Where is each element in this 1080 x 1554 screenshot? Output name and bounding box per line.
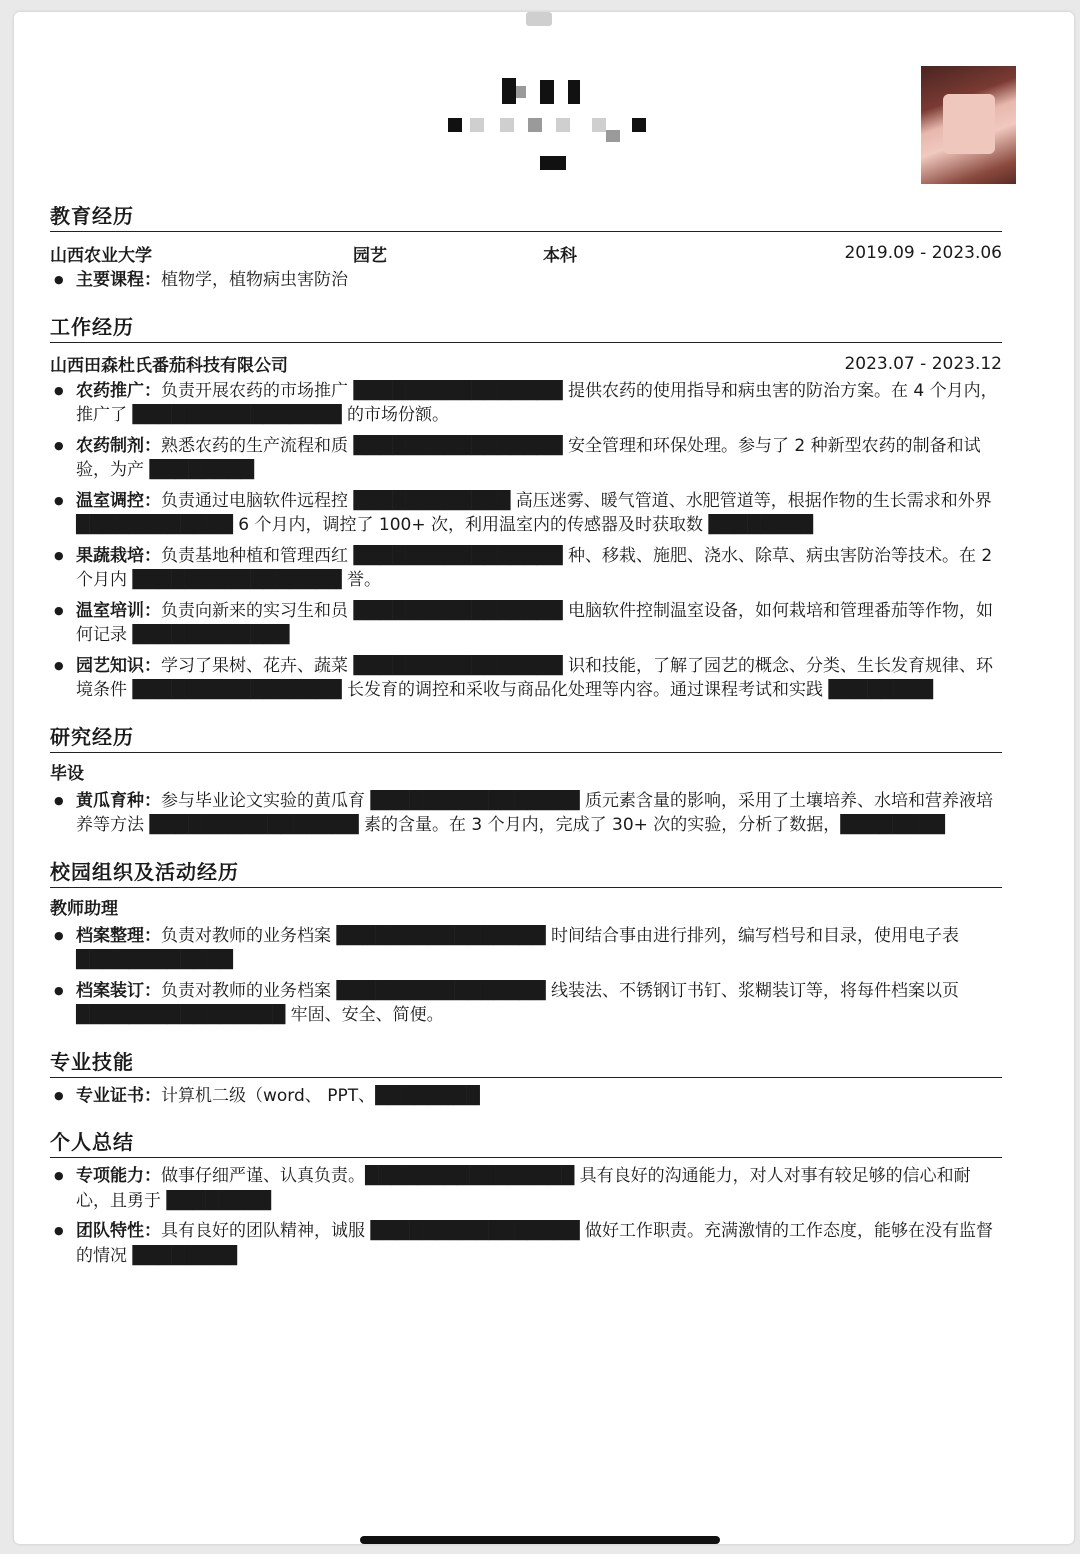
- item-text: 具有良好的团队精神，诚服 ████████████████ 做好工作职责。充满激情的工作态度，能够在没有监督的情况 ████████: [76, 1221, 993, 1266]
- item-text: 负责向新来的实习生和员 ████████████████ 电脑软件控制温室设备，如何栽培和管理番茄等作物，如何记录 ████████████: [76, 600, 993, 645]
- section-title: 教育经历: [50, 200, 1002, 232]
- list-item: [50, 599, 1002, 648]
- item-label: 主要课程：: [76, 270, 161, 290]
- item-label: 档案装订：: [76, 980, 161, 1001]
- section-title: 工作经历: [50, 311, 1002, 343]
- list-item: [50, 544, 1002, 593]
- research-section: [50, 721, 1002, 838]
- list-item: [50, 268, 1002, 293]
- list-item: [50, 379, 1002, 428]
- skills-section: [50, 1046, 1002, 1109]
- list-item: [50, 654, 1002, 703]
- item-label: 黄瓜育种：: [76, 790, 161, 811]
- item-label: 温室培训：: [76, 600, 161, 621]
- home-indicator: [360, 1536, 720, 1544]
- item-label: 农药制剂：: [76, 435, 161, 456]
- item-text: 学习了果树、花卉、蔬菜 ████████████████ 识和技能，了解了园艺的概念、分类、生长发育规律、环境条件 ████████████████ 长发育的调控和采收与商品化处理等内容。通过课程考试和实践 ████████: [76, 655, 993, 700]
- list-item: [50, 1219, 1002, 1268]
- item-text: 参与毕业论文实验的黄瓜育 ████████████████ 质元素含量的影响，采用了土壤培养、水培和营养液培养等方法 ████████████████ 素的含量。在 3 个月内，完成了 30+ 次的实验，分析了数据，████████: [76, 790, 993, 835]
- section-title: 研究经历: [50, 721, 1002, 753]
- item-text: 负责对教师的业务档案 ████████████████ 时间结合事由进行排列，编写档号和目录，使用电子表 ████████████: [76, 925, 959, 970]
- school-name: 山西农业大学: [50, 245, 152, 266]
- item-text: 负责对教师的业务档案 ████████████████ 线装法、不锈钢订书钉、浆糊装订等，将每件档案以页 ████████████████ 牢固、安全、简便。: [76, 980, 959, 1025]
- item-text: 做事仔细严谨、认真负责。████████████████ 具有良好的沟通能力，对人对事有较足够的信心和耐心，且勇于 ████████: [76, 1166, 971, 1211]
- major: 园艺: [353, 245, 387, 266]
- list-item: [50, 789, 1002, 838]
- education-section: [50, 200, 1002, 293]
- summary-section: [50, 1126, 1002, 1268]
- project-name: 毕设: [50, 763, 84, 784]
- campus-section: [50, 856, 1002, 1028]
- item-text: 负责通过电脑软件远程控 ████████████ 高压迷雾、暖气管道、水肥管道等，根据作物的生长需求和外界 ████████████ 6 个月内，调控了 100+ 次，利用温室内的传感器及时获取数 ████████: [76, 490, 992, 535]
- item-text: 负责开展农药的市场推广 ████████████████ 提供农药的使用指导和病虫害的防治方案。在 4 个月内，推广了 ████████████████ 的市场份额。: [76, 380, 998, 425]
- date-range: 2019.09 - 2023.06: [844, 243, 1002, 263]
- item-label: 温室调控：: [76, 490, 161, 511]
- item-label: 专项能力：: [76, 1166, 161, 1186]
- section-title: 专业技能: [50, 1046, 1002, 1078]
- role-name: 教师助理: [50, 898, 118, 919]
- list-item: [50, 489, 1002, 538]
- section-title: 校园组织及活动经历: [50, 856, 1002, 888]
- profile-photo: [921, 66, 1016, 184]
- list-item: [50, 979, 1002, 1028]
- work-section: [50, 311, 1002, 703]
- list-item: [50, 1164, 1002, 1213]
- item-label: 团队特性：: [76, 1221, 161, 1241]
- item-label: 园艺知识：: [76, 655, 161, 676]
- item-label: 农药推广：: [76, 380, 161, 401]
- list-item: [50, 924, 1002, 973]
- item-text: 熟悉农药的生产流程和质 ████████████████ 安全管理和环保处理。参与了 2 种新型农药的制备和试验，为产 ████████: [76, 435, 981, 480]
- item-text: 植物学，植物病虫害防治: [161, 270, 348, 290]
- list-item: [50, 434, 1002, 483]
- date-range: 2023.07 - 2023.12: [844, 353, 1002, 374]
- section-title: 个人总结: [50, 1126, 1002, 1158]
- item-text: 计算机二级（word、 PPT、████████: [161, 1085, 480, 1106]
- item-label: 果蔬栽培：: [76, 545, 161, 566]
- item-label: 档案整理：: [76, 925, 161, 946]
- item-label: 专业证书：: [76, 1085, 161, 1106]
- list-item: [50, 1084, 1002, 1109]
- redacted-header: [0, 0, 1080, 200]
- company-name: 山西田森杜氏番茄科技有限公司: [50, 356, 288, 376]
- degree: 本科: [543, 245, 577, 266]
- item-text: 负责基地种植和管理西红 ████████████████ 种、移栽、施肥、浇水、除草、病虫害防治等技术。在 2 个月内 ████████████████ 誉。: [76, 545, 993, 590]
